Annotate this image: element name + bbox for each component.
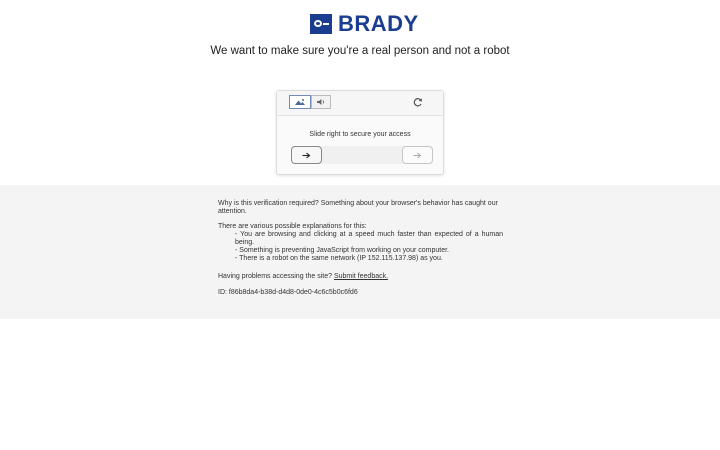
list-item: - Something is preventing JavaScript from working on your computer.	[235, 247, 449, 254]
why-text: Why is this verification required? Something about your browser's behavior has caught our attention.	[218, 200, 498, 215]
audio-mode-button[interactable]	[311, 95, 331, 109]
request-id: ID: f86b8da4-b38d-d4d8-0de0-4c6c5b0c6fd6	[218, 289, 358, 296]
captcha-prompt: Slide right to secure your access	[309, 131, 411, 138]
brand-logo-text: BRADY	[338, 11, 419, 36]
captcha-widget	[276, 90, 444, 175]
explanations-list	[218, 231, 503, 263]
captcha-toolbar	[277, 91, 443, 116]
brand-logo-mark	[310, 14, 332, 34]
image-mode-button[interactable]	[289, 95, 311, 109]
problems-text: Having problems accessing the site?	[218, 273, 333, 280]
refresh-icon	[412, 97, 423, 108]
list-item: - There is a robot on the same network (IP 152.115.137.98) as you.	[235, 255, 443, 262]
arrow-right-icon	[413, 152, 422, 159]
submit-feedback-link[interactable]: Submit feedback.	[333, 273, 389, 280]
explanations-intro: There are various possible explanations for this:	[218, 223, 367, 230]
arrow-right-icon	[302, 152, 311, 159]
page-headline: We want to make sure you're a real person and not a robot	[210, 45, 510, 57]
list-item: - You are browsing and clicking at a speed much faster than expected of a human being.	[235, 231, 503, 246]
speaker-icon	[316, 98, 326, 106]
slider-target	[402, 146, 433, 164]
refresh-button[interactable]	[411, 96, 423, 108]
image-icon	[294, 98, 306, 106]
info-section	[218, 200, 503, 297]
problems-line	[218, 273, 503, 281]
brand-logo	[310, 11, 419, 36]
slider-handle[interactable]	[291, 146, 322, 164]
